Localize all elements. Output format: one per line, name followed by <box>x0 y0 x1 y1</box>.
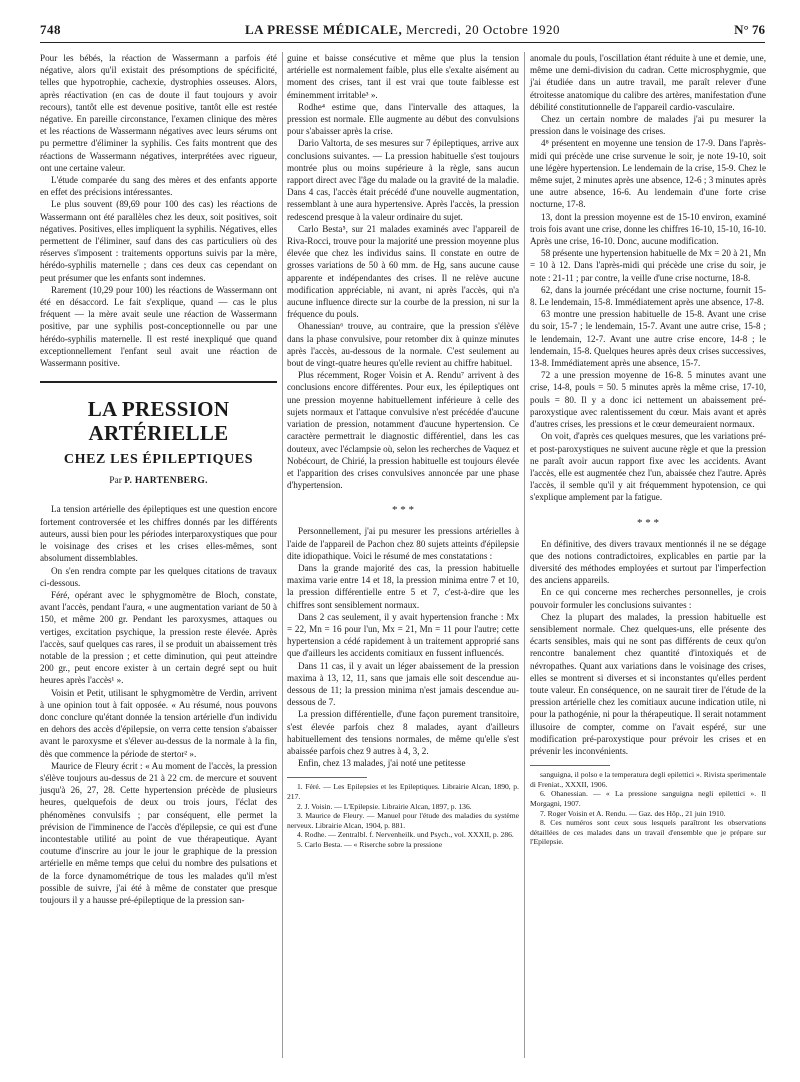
footnote: 3. Maurice de Fleury. — Manuel pour l'étude des maladies du système nerveux. Librairie Alcan, 1904, p. 881. <box>287 811 519 830</box>
paragraph: Chez la plupart des malades, la pression habituelle est sensiblement normale. Chez quelques-uns, elle présente des écarts sensibles, mais qui ne sont pas différents de ceux qu'on rencontre banalement chez quantité d'intoxiqués et de névropathes. Quant aux variations dans le voisinage des crises, elles se montrent si diverses et si inconstantes qu'elles perdent toute valeur. En conséquence, on ne saurait tirer de l'étude de la pression artérielle chez les comitiaux aucune indication utile, ni pour la pathogénie, ni pour la thérapeutique. Il serait notamment illusoire de compter, comme on l'avait espéré, sur une modification pré-paroxystique pour prévoir les crises et en prévenir les inconvénients. <box>530 611 766 756</box>
section-stars: * * * <box>637 516 659 529</box>
footnote: 8. Ces numéros sont ceux sous lesquels paraîtront les observations détaillées de ces malades dans un travail d'ensemble que je prépare sur l'Epilepsie. <box>530 818 766 847</box>
footnote: 4. Rodhe. — Zentralbl. f. Nervenheilk. und Psych., vol. XXXII, p. 286. <box>297 830 514 840</box>
paragraph: En définitive, des divers travaux mentionnés il ne se dégage que des notions contradictoires, explicables en partie par la diversité des méthodes employées et surtout par l'imperfection des anciens appareils. <box>530 538 766 586</box>
section-divider <box>40 381 277 383</box>
paragraph: La pression différentielle, d'une façon purement transitoire, s'est élevée parfois chez 8 malades, ayant d'ailleurs habituellement des tensions normales, de même qu'elle s'est abaissée parfois chez 9 autres à 4, 3, 2. <box>287 709 519 756</box>
author-name: P. HARTENBERG. <box>124 476 208 487</box>
running-title <box>40 20 765 40</box>
article-title: LA PRESSION ARTÉRIELLE <box>87 397 230 446</box>
paragraph: En ce qui concerne mes recherches personnelles, je crois pouvoir formuler les conclusions suivantes : <box>530 587 766 610</box>
footnote: 1. Féré. — Les Epilepsies et les Epileptiques. Librairie Alcan, 1890, p. 217. <box>287 782 519 801</box>
paragraph: Le plus souvent (89,69 pour 100 des cas) les réactions de Wassermann ont été parallèles chez les deux, soit positives, soit négatives. Positives, elles impliquent la syphilis. Négatives, elles permettent de l'éliminer, sauf dans des cas particuliers où des réserves s'imposent : traitements opportuns suivis par la mère, hérédo-syphilis maternelle ; dans ces deux cas cependant on peut présumer que les enfants sont indemnes. <box>40 199 277 283</box>
paragraph: L'étude comparée du sang des mères et des enfants apporte en effet des précisions intéressantes. <box>40 175 277 198</box>
section-stars: * * * <box>392 504 414 517</box>
column-2 <box>287 52 519 1062</box>
paragraph: On voit, d'après ces quelques mesures, que les variations pré- et post-paroxystiques ne suivent aucune règle et que la pression ne paraît avoir aucun rapport fixe avec les accidents. Avant l'accès, elle est augmentée chez l'un, abaissée chez l'autre. Après l'accès, il semble qu'il y ait fréquemment hypotension, ce qui s'explique amplement par la fatigue. <box>530 431 766 503</box>
paragraph: guine et baisse consécutive et même que plus la tension artérielle est normalement faible, plus elle s'exalte aisément au moment des crises, tant il est vrai que toute faiblesse est éminemment irritable³ ». <box>287 53 519 100</box>
column-divider <box>524 52 525 1058</box>
paragraph: 13, dont la pression moyenne est de 15-10 environ, examiné trois fois avant une crise, donne les chiffres 16-10, 15-10, 16-10. Après une crise, 16-10. Donc, aucune modification. <box>530 211 767 247</box>
paragraph: Dans 11 cas, il y avait un léger abaissement de la pression maxima à 13, 12, 11, sans que jamais elle soit descendue au-dessous de 11; la pression minima n'est jamais descendue au-dessous de 7. <box>287 660 519 708</box>
article-author <box>40 475 277 487</box>
column-1 <box>40 52 277 1062</box>
paragraph: Voisin et Petit, utilisant le sphygmomètre de Verdin, arrivent à une opinion tout à fait opposée. « Au résumé, nous pouvons donc conclure qu'étant donnée la tension artérielle d'un individu en dehors des accès d'épilepsie, on verra cette tension s'abaisser avant le paroxysme et s'élever au-dessus de la normale à la fin, dès que commence la période de stertor² ». <box>40 687 277 759</box>
column-divider <box>282 52 283 1058</box>
footnote: 5. Carlo Besta. — « Riserche sobre la pressione <box>297 839 443 849</box>
article-subtitle: CHEZ LES ÉPILEPTIQUES <box>63 452 254 468</box>
paragraph: 4⁸ présentent en moyenne une tension de 17-9. Dans l'après-midi qui précède une crise survenue le soir, je note 19-10, soit une légère hypertension. Le lendemain de la crise, 15-9. Chez le même sujet, 2 minutes après une absence, 12-6 ; 3 minutes après une autre absence, 16-6. Au lendemain d'une forte crise nocturne, 17-8. <box>530 138 766 210</box>
paragraph: Enfin, chez 13 malades, j'ai noté une petitesse <box>298 758 466 769</box>
paragraph: Maurice de Fleury écrit : « Au moment de l'accès, la pression s'élève toujours au-dessus de 21 à 22 cm. de mercure et souvent jusqu'à 26, 27, 28. Cette hypertension précède de plusieurs heures, quelquefois de deux ou trois jours, l'éclat des phénomènes convulsifs ; par conséquent, elle permet la prévision de l'imminence de l'accès d'épilepsie, ce qui est d'une incontestable utilité au point de vue thérapeutique. Ayant coutume d'inscrire au jour le jour le graphique de la pression artérielle en même temps que celui du nombre des pulsations et de la force dynamométrique de tous les malades qu'il m'est possible de suivre, j'ai été à même de constater que presque toujours il y a hausse pré-épileptique de la pression san- <box>40 760 277 905</box>
paragraph: Rarement (10,29 pour 100) les réactions de Wassermann ont été en désaccord. Le fait s'explique, quand — cas le plus fréquent — la mère avait seule une réaction de Wassermann positive, par une syphilis post-conceptionnelle ou par une hérédo-syphilis maternelle. Il est resté inexpliqué que quand exceptionnellement l'enfant seul avait une réaction de Wassermann positive. <box>40 284 277 369</box>
issue-number: N° 76 <box>734 22 765 37</box>
journal-name: LA PRESSE MÉDICALE, <box>245 22 403 37</box>
paragraph: Chez un certain nombre de malades j'ai pu mesurer la pression dans le voisinage des crises. <box>530 114 766 137</box>
column-3 <box>530 52 766 1062</box>
paragraph: Féré, opérant avec le sphygmomètre de Bloch, constate, avant l'accès, pendant l'aura, « une augmentation variant de 50 à 150, et même 200 gr. Pendant les paroxysmes, attaques ou vertiges, excitation psychique, la pression reste élevée. Après l'accès, sauf quelques cas rares, il se produit un abaissement très notable de la pression ; et cette diminution, qui peut atteindre 200 gr., peut encore exister à un certain degré sept ou huit heures après l'accès¹ ». <box>40 589 277 686</box>
paragraph: 72 a une pression moyenne de 16-8. 5 minutes avant une crise, 14-8, pouls = 50. 5 minutes après la même crise, 17-10, pouls = 80. Il y a donc ici nettement un abaissement pré-paroxystique avec ralentissement du cœur. Mais avant et après d'autres crises, les pressions et le cœur demeuraient normaux. <box>530 370 766 430</box>
footnote-rule <box>530 765 610 766</box>
paragraph: La tension artérielle des épileptiques est une question encore fortement controversée et les chiffres donnés par les différents auteurs, aussi bien pour les périodes interparoxystiques que pour le voisinage des crises et les crises elles-mêmes, sont absolument dissemblables. <box>40 504 277 564</box>
footnote: 6. Ohanessian. — « La pressione sanguigna negli epilettici ». Il Morgagni, 1907. <box>530 789 766 808</box>
paragraph: 58 présente une hypertension habituelle de Mx = 20 à 21, Mn = 10 à 12. Dans l'après-midi qui précède une crise du soir, je note : 21-11 ; par contre, la veille d'une crise nocturne, 18-8. <box>530 248 766 283</box>
paragraph: Dans 2 cas seulement, il y avait hypertension franche : Mx = 22, Mn = 16 pour l'un, Mx = 21, Mn = 11 pour l'autre; cette hypertension a cédé rapidement à un traitement approprié sans que d'ailleurs les accidents comitiaux en fussent influencés. <box>287 611 519 659</box>
paragraph: 63 montre une pression habituelle de 15-8. Avant une crise du soir, 15-7 ; le lendemain, 15-7. Avant une autre crise, 15-8 ; le lendemain, 12-7. Avant une autre crise encore, 14-8 ; le lendemain, 15-8. Quelques heures après deux crises successives, 13-8. Immédiatement après une absence, 15-7. <box>530 309 766 369</box>
footnote: 2. J. Voisin. — L'Epilepsie. Librairie Alcan, 1897, p. 136. <box>297 801 472 811</box>
paragraph: Pour les bébés, la réaction de Wassermann a parfois été négative, alors qu'il existait des présomptions de spécificité, telles que hypotrophie, cachexie, dystrophies osseuses. Alors, après réactivation (en cas de doute il faut toujours y avoir recours), tantôt elle est devenue positive, tantôt elle est restée négative. En pareille circonstance, l'examen clinique des mères et les réactions de Wassermann négatives avec leurs sérums ont pu permettre d'éliminer la syphilis. Ces faits montrent que des réactions de Wassermann négatives, interprétées avec rigueur, ont une certaine valeur. <box>40 53 277 173</box>
paragraph: anomale du pouls, l'oscillation étant réduite à une et demie, une, même une demi-division du cadran. Cette microsphygmie, que j'ai étudiée dans un autre travail, me paraît relever d'une étroitesse anatomique du calibre des artères, manifestation d'une débilité constitutionnelle de l'appareil cardio-vasculaire. <box>530 53 766 112</box>
author-prefix: Par <box>109 476 122 487</box>
issue-date: Mercredi, 20 Octobre 1920 <box>405 22 560 37</box>
paragraph: Plus récemment, Roger Voisin et A. Rendu⁷ arrivent à des conclusions encore différentes. Pour eux, les épileptiques ont une pression moyenne habituellement inférieure à celle des sujets normaux et l'attaque convulsive n'est précédée d'aucune variation de pression, notamment d'aucune hypertension. Ce caractère permettrait le diagnostic différentiel, dans les cas douteux, avec l'éclampsie où, selon les recherches de Vaquez et Nobécourt, de Chirié, la pression habituelle est toujours élevée et l'apparition des crises convulsives annoncée par une phase d'hypertension. <box>287 370 519 491</box>
paragraph: Dans la grande majorité des cas, la pression habituelle maxima varie entre 14 et 18, la pression minima entre 7 et 10, la pression différentielle entre 5 et 7, c'est-à-dire que les chiffres sont sensiblement normaux. <box>287 562 519 610</box>
page-number: 748 <box>40 22 61 37</box>
footnote: sanguigna, il polso e la temperatura degli epilettici ». Rivista sperimentale di Freniat., XXXII, 1906. <box>530 770 766 789</box>
paragraph: Carlo Besta⁵, sur 21 malades examinés avec l'appareil de Riva-Rocci, trouve pour la majorité une pression moyenne plus élevée que chez les individus sains. Il constate en outre de grosses variations de 50 à 60 mm. de Hg, sans aucune cause apparente et indépendantes des crises. Il ne relève aucune modification appréciable, ni avant, ni après l'accès, qui n'a aucune influence directe sur la courbe de la pression, ni sur la fréquence du pouls. <box>287 223 519 320</box>
paragraph: On s'en rendra compte par les quelques citations de travaux ci-dessous. <box>40 565 277 588</box>
footnote-rule <box>287 777 367 778</box>
paragraph: Dario Valtorta, de ses mesures sur 7 épileptiques, arrive aux conclusions suivantes. — La pression habituelle s'est toujours montrée plus ou moins supérieure à la règle, sans aucun rapport direct avec l'âge du malade ou la gravité de la maladie. Dans 4 cas, l'accès était précédé d'une nouvelle augmentation, ressemblant à une aura hypertensive. Après l'accès, la pression redescend presque à la valeur ordinaire du sujet. <box>287 138 519 222</box>
footnote: 7. Roger Voisin et A. Rendu. — Gaz. des Hôp., 21 juin 1910. <box>540 808 726 818</box>
paragraph: 62, dans la journée précédant une crise nocturne, fournit 15-8. Le lendemain, 15-8. Immédiatement après une absence, 17-8. <box>530 284 766 308</box>
paragraph: Rodhe⁴ estime que, dans l'intervalle des attaques, la pression est normale. Elle augmente au début des convulsions pour s'abaisser après la crise. <box>287 101 519 137</box>
page-header <box>40 20 765 43</box>
paragraph: Personnellement, j'ai pu mesurer les pressions artérielles à l'aide de l'appareil de Pachon chez 80 sujets atteints d'épilepsie dite idiopathique. Voici le résumé de mes constatations : <box>287 526 519 561</box>
paragraph: Ohanessian⁶ trouve, au contraire, que la pression s'élève dans la phase convulsive, pour retomber dix à quinze minutes après l'accès, au-dessous de la normale. C'est seulement au bout de vingt-quatre heures qu'elle revient au chiffre habituel. <box>287 321 519 369</box>
